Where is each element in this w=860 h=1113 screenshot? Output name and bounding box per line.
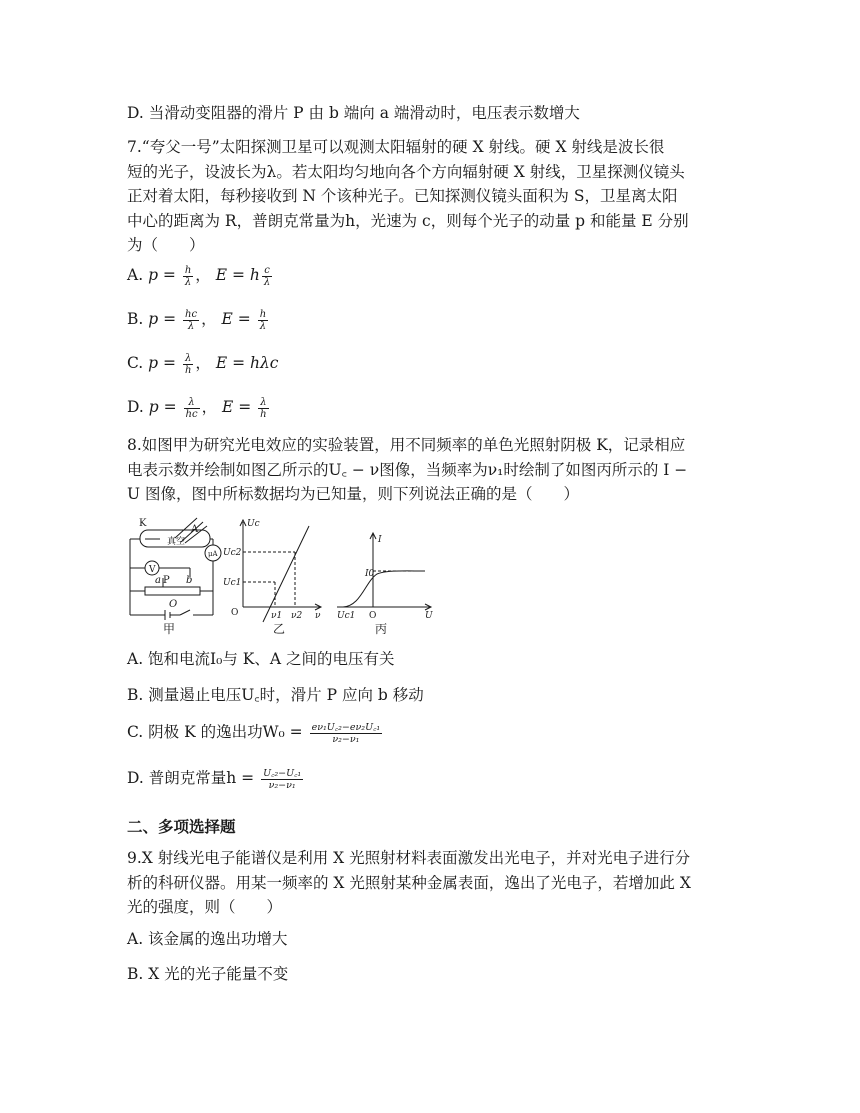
label-microammeter: μA (208, 550, 218, 558)
e-denominator: λ (263, 276, 271, 288)
e-prefix: h (249, 266, 260, 284)
q7-line-2: 短的光子，设波长为λ。若太阳均匀地向各个方向辐射硬 X 射线，卫星探测仪镜头 (127, 162, 685, 181)
q9-line-2: 析的科研仪器。用某一频率的 X 光照射某种金属表面，逸出了光电子，若增加此 X (127, 873, 691, 892)
yi-v2-label: ν2 (291, 611, 303, 621)
e-value: hλc (250, 354, 279, 372)
q7-line-5: 为（ ） (127, 236, 205, 254)
option-d-prefix: D. 普朗克常量h = (127, 769, 255, 787)
label-b-end: b (186, 575, 193, 586)
q6-option-d: D. 当滑动变阻器的滑片 P 由 b 端向 a 端滑动时，电压表示数增大 (127, 104, 580, 122)
q8-figure (125, 512, 445, 636)
q7-line-1: 7.“夸父一号”太阳探测卫星可以观测太阳辐射的硬 X 射线。硬 X 射线是波长很 (127, 138, 665, 156)
p-numerator: hc (185, 308, 198, 320)
q9-line-3: 光的强度，则（ ） (127, 898, 283, 916)
yi-uc2-label: Uc2 (223, 548, 242, 558)
p-denominator: λ (184, 276, 192, 288)
label-k: K (139, 518, 147, 529)
option-label: D. (127, 398, 144, 416)
yi-v1-label: ν1 (271, 611, 283, 621)
caption-bing: 丙 (375, 622, 388, 636)
q7-stem (127, 135, 731, 258)
option-c-numerator: eν₁U꜀₂−eν₂U꜀₁ (311, 721, 381, 733)
e-denominator: h (260, 408, 267, 420)
section-title: 二、多项选择题 (127, 818, 236, 836)
p-denominator: λ (187, 320, 195, 332)
q8-line-1: 8.如图甲为研究光电效应的实验装置，用不同频率的单色光照射阴极 K，记录相应 (127, 436, 686, 454)
label-o: O (169, 599, 178, 610)
figure-yi-graph (240, 520, 321, 622)
p-numerator: λ (184, 397, 200, 409)
p-denominator: h (184, 364, 192, 376)
yi-origin-label: O (231, 608, 239, 618)
figure-yi-labels (223, 519, 321, 636)
q7-option-b: B. p = $\frac{hc}{\lambda}$ ， E = $\frac{h}{\lambda}$ (127, 308, 267, 332)
bing-y-axis-label: I (378, 535, 382, 545)
q7-line-3: 正对着太阳，每秒接收到 N 个该种光子。已知探测仪镜头面积为 S，卫星离太阳 (127, 187, 678, 205)
q7-option-c: C. p = $\frac{\lambda}{h}$ ， E = hλc (127, 352, 279, 376)
e-numerator: c (262, 265, 272, 277)
label-vacuum: 真空 (167, 537, 186, 547)
q7-line-4: 中心的距离为 R，普朗克常量为h，光速为 c，则每个光子的动量 p 和能量 E 分别 (127, 211, 689, 230)
label-a-electrode: A (191, 524, 199, 535)
q7-option-d: D. p = $\frac{\lambda}{hc}$ ， E = $\frac{\lambda}{h}$ (127, 396, 267, 420)
bing-origin-label: O (369, 611, 377, 621)
figure-bing-labels (337, 535, 433, 636)
q8-option-b: B. 测量遏止电压U꜀时，滑片 P 应向 b 移动 (127, 686, 424, 704)
q8-option-c (127, 718, 384, 746)
yi-uc1-label: Uc1 (223, 578, 242, 588)
figure-bing-graph (337, 533, 431, 610)
option-d-denominator: ν₂−ν₁ (268, 779, 296, 791)
option-label: A. (127, 266, 144, 284)
q9-stem (127, 846, 731, 920)
e-denominator: λ (259, 320, 267, 332)
p-denominator: hc (185, 408, 198, 420)
option-label: B. (127, 310, 144, 328)
bing-uc1-label: Uc1 (337, 611, 356, 621)
p-numerator: h (184, 264, 192, 276)
yi-x-axis-label: ν (315, 611, 321, 621)
q7-option-a: A. p = $\frac{h}{\lambda}$ ， E = h $\frac{c}{\lambda}$ (127, 264, 271, 288)
option-label: C. (127, 354, 144, 372)
q9-option-a: A. 该金属的逸出功增大 (127, 930, 288, 948)
label-a-end: a (155, 575, 161, 586)
q8-option-d (127, 764, 305, 792)
caption-yi: 乙 (273, 622, 286, 636)
caption-jia: 甲 (163, 622, 176, 636)
q9-line-1: 9.X 射线光电子能谱仪是利用 X 光照射材料表面激发出光电子，并对光电子进行分 (127, 849, 691, 867)
option-d-numerator: U꜀₂−U꜀₁ (263, 767, 302, 779)
option-c-denominator: ν₂−ν₁ (332, 733, 360, 745)
q8-line-2: 电表示数并绘制如图乙所示的U꜀ − ν图像，当频率为ν₁时绘制了如图丙所示的 I − (127, 460, 688, 479)
figure-jia-labels (139, 518, 219, 636)
p-numerator: λ (183, 353, 193, 365)
e-numerator: h (259, 308, 267, 320)
option-c-prefix: C. 阴极 K 的逸出功W₀ = (127, 723, 303, 741)
bing-x-axis-label: U (425, 611, 433, 621)
q8-option-a: A. 饱和电流I₀与 K、A 之间的电压有关 (127, 650, 395, 668)
yi-y-axis-label: Uc (247, 519, 260, 529)
q8-stem (127, 433, 731, 507)
bing-i0-label: I0 (365, 569, 375, 579)
label-p: P (163, 575, 170, 586)
q8-line-3: U 图像，图中所标数据均为已知量，则下列说法正确的是（ ） (127, 485, 579, 503)
e-numerator: λ (258, 397, 268, 409)
label-voltmeter: V (149, 565, 156, 575)
q9-option-b: B. X 光的光子能量不变 (127, 965, 289, 983)
